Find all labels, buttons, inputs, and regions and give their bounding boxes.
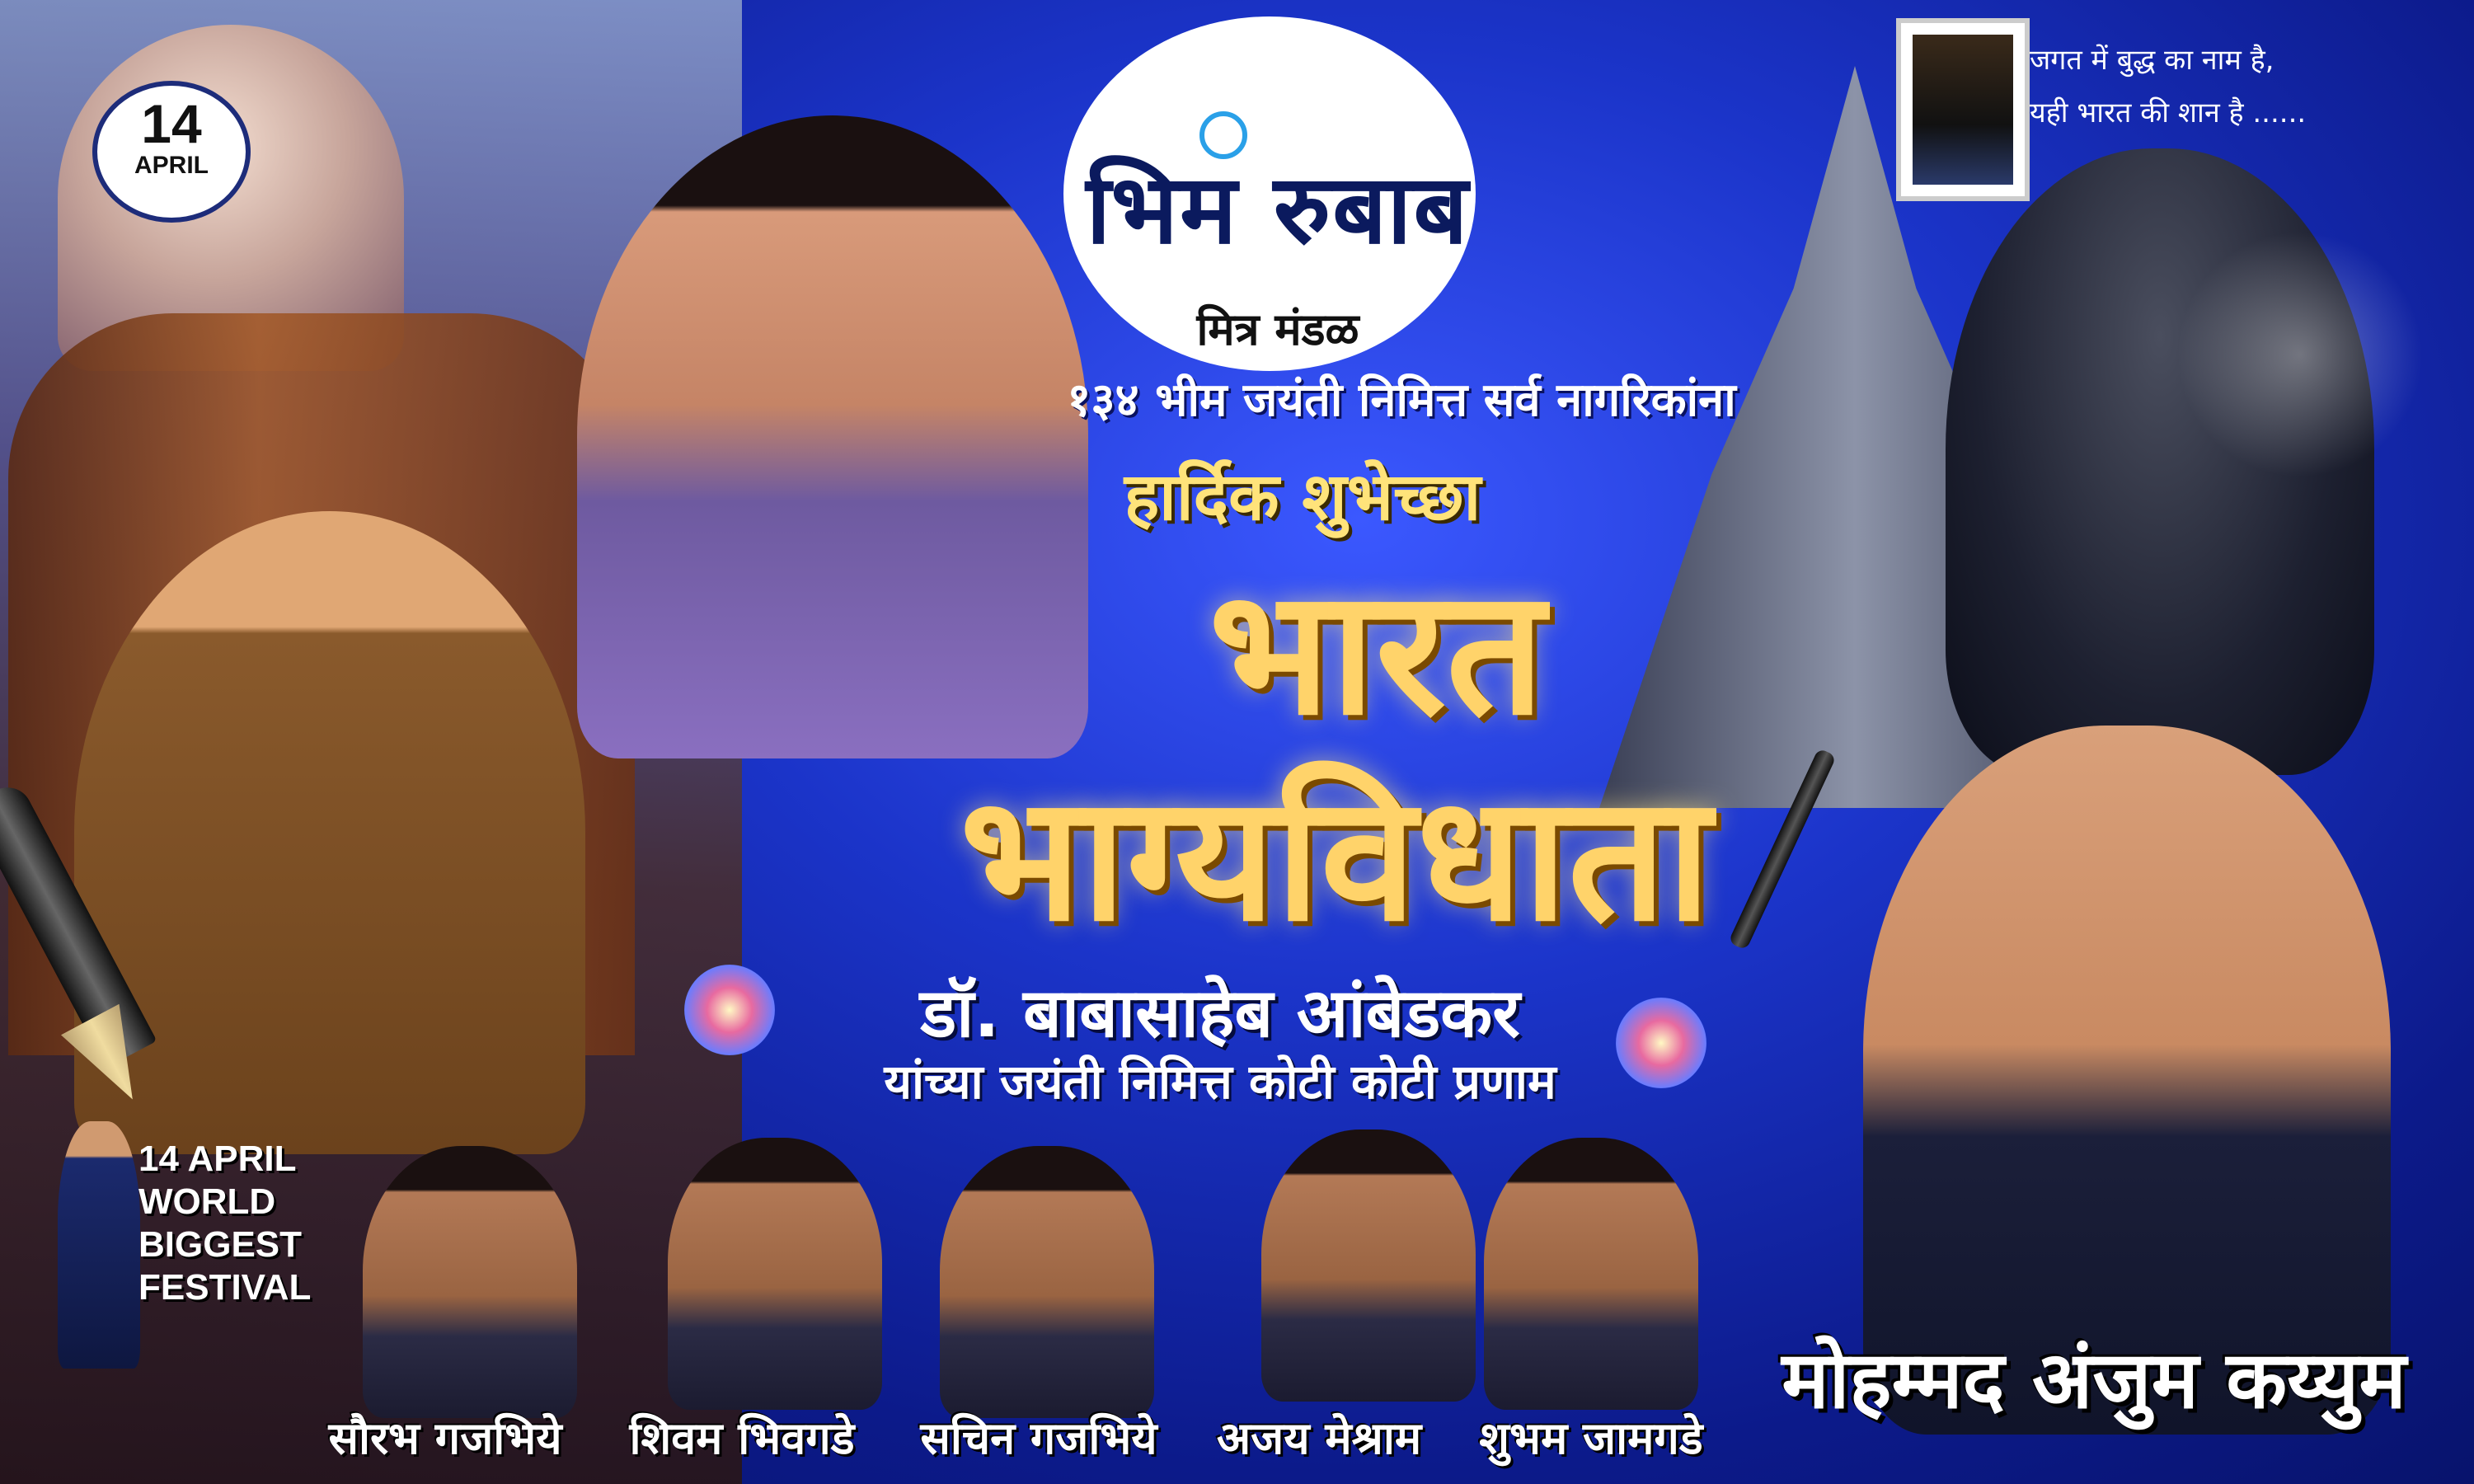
logo-subtitle: मित्र मंडळ [1196,303,1359,355]
greeting-line: १३४ भीम जयंती निमित्त सर्व नागरिकांना [1067,373,1736,427]
date-badge [92,81,251,223]
member-photo [1261,1129,1476,1402]
badge-day: 14 [141,93,202,154]
badge-month: APRIL [134,152,209,179]
member-name: शुभम जामगडे [1479,1412,1703,1464]
member-name: शिवम भिवगडे [629,1412,855,1464]
light-glow [2176,231,2424,478]
festival-line-2: WORLD [138,1181,276,1222]
logo-title: भिम रुबाब [1086,154,1470,265]
member-photo [363,1146,577,1418]
headline-bharat: भारत [1209,552,1545,754]
speaker-name: मोहम्मद अंजुम कय्युम [1782,1334,2406,1426]
member-name: सौरभ गजभिये [328,1412,562,1464]
festival-line-4: FESTIVAL [138,1267,312,1308]
member-photo [668,1138,882,1410]
member-photo [940,1146,1154,1418]
ambedkar-seated-portrait [74,511,585,1154]
ambedkar-framed-photo [1896,18,2030,201]
ambedkar-standing-figure [58,1121,140,1369]
member-name: सचिन गजभिये [920,1412,1157,1464]
member-photo [1484,1138,1698,1410]
greeting-wishes: हार्दिक शुभेच्छा [1124,458,1481,535]
dedication-pranam: यांच्या जयंती निमित्त कोटी कोटी प्रणाम [884,1054,1556,1110]
member-name: अजय मेश्राम [1216,1412,1422,1464]
festival-text [138,1138,336,1309]
festival-line-1: 14 APRIL [138,1139,297,1179]
headline-bhagyavidhata: भाग्यविधाता [960,758,1711,960]
dedication-name: डॉ. बाबासाहेब आंबेडकर [920,974,1520,1053]
festival-line-3: BIGGEST [138,1224,303,1265]
quote-line-1: जगत में बुद्ध का नाम है, [2030,44,2274,77]
savitribai-portrait [577,115,1088,758]
quote-line-2: यही भारत की शान है ...... [2030,96,2307,129]
